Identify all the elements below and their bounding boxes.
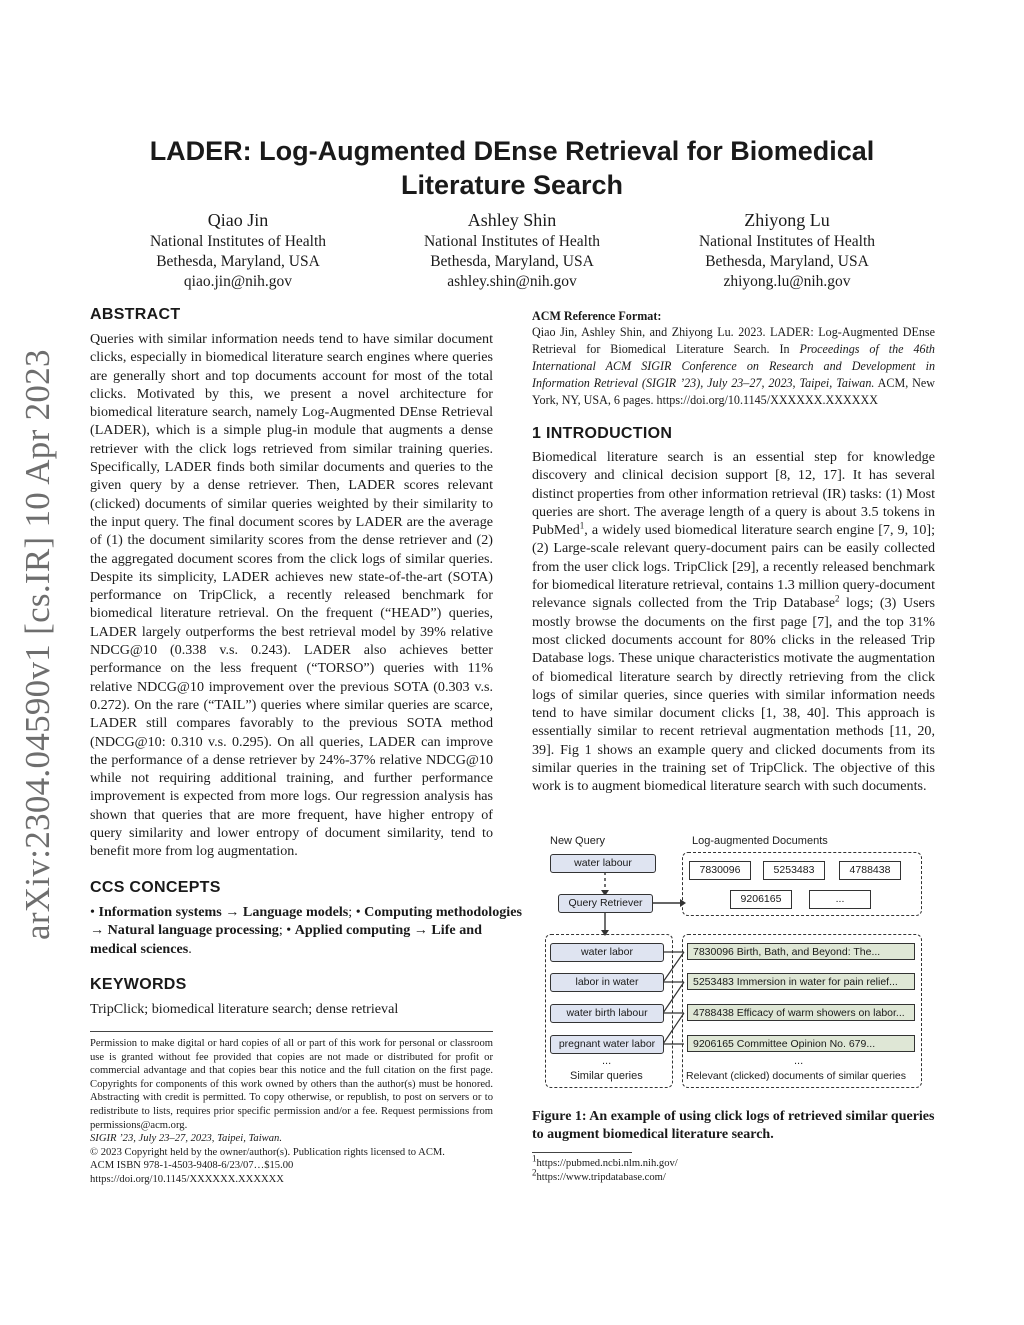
- acm-ref-body: [532, 324, 935, 409]
- author-block: [382, 208, 642, 292]
- ccs-heading: CCS CONCEPTS: [90, 879, 221, 896]
- intro-heading: 1 INTRODUCTION: [532, 425, 673, 442]
- intro-text: , a widely used biomedical literature search engine [7, 9, 10]; (2) Large-scale relevant query-document pairs can be easily collected from the user click logs. TripClick [29], a recently released benchmark for biomedical literature retrieval, contains 1.3 million query-document relevance signals collected from the Trip Database: [532, 522, 935, 612]
- author-affiliation: National Institutes of Health: [149, 233, 327, 250]
- author-name: Zhiyong Lu: [744, 210, 830, 230]
- relevant-doc-box: 5253483 Immersion in water for pain relief...: [687, 973, 915, 990]
- keywords-heading: KEYWORDS: [90, 976, 187, 993]
- footnote-url[interactable]: https://pubmed.ncbi.nlm.nih.gov/: [536, 1158, 678, 1169]
- log-doc-id: 7830096: [689, 861, 751, 880]
- acm-ref-heading: ACM Reference Format:: [532, 309, 662, 323]
- acm-ref-text: Qiao Jin, Ashley Shin, and Zhiyong Lu. 2023. LADER: Log-Augmented DEnse Retrieval for Biomedical Literature Search. In: [532, 325, 935, 356]
- log-doc-id: 9206165: [730, 890, 792, 909]
- author-location: Bethesda, Maryland, USA: [705, 253, 869, 270]
- author-block: [657, 208, 917, 292]
- similar-queries-ellipsis: ...: [602, 1055, 612, 1067]
- author-location: Bethesda, Maryland, USA: [430, 253, 594, 270]
- acm-ref-text: ACM, New York, NY, USA, 6 pages. https://doi.org/10.1145/XXXXXX.XXXXXX: [532, 376, 935, 407]
- venue-text: SIGIR ’23, July 23–27, 2023, Taipei, Taiwan.: [90, 1133, 282, 1145]
- footnotes: [532, 1153, 932, 1184]
- footnote-number: 2: [532, 1167, 537, 1178]
- abstract-heading: ABSTRACT: [90, 306, 181, 323]
- figure-caption: Figure 1: An example of using click logs of retrieved similar queries to augment biomedical literature search.: [532, 1109, 935, 1142]
- footnote-number: 1: [532, 1153, 537, 1164]
- log-docs-label: Log-augmented Documents: [692, 835, 828, 847]
- figure-1: [530, 830, 930, 1100]
- author-name: Qiao Jin: [207, 210, 269, 230]
- arxiv-id: arXiv:2304.04590v1 [cs.IR] 10 Apr 2023: [18, 349, 57, 940]
- relevant-doc-box: 4788438 Efficacy of warm showers on labor...: [687, 1004, 915, 1021]
- arxiv-stamp: [18, 349, 57, 940]
- copyright-text: © 2023 Copyright held by the owner/author(s). Publication rights licensed to ACM.: [90, 1146, 445, 1158]
- intro-body: [532, 448, 935, 796]
- intro-text: logs; (3) Users mostly browse the documents on the first page [7], and the top 31% most clicked documents account for 80% clicks in the released Trip Database logs. These unique characteristics motivate the augmentation of biomedical literature search by directly retrieving from the click logs of similar queries, since queries with similar information needs tend to have similar document clicks [1, 38, 40]. This approach is essentially similar to recent retrieval augmentation methods [11, 20, 39]. Fig 1 shows an example query and clicked documents from its similar queries in the training set of TripClick. The objective of this work is to augment biomedical literature search with such documents.: [532, 595, 935, 795]
- ccs-concept: Information systems → Language models: [98, 904, 349, 920]
- author-email: qiao.jin@nih.gov: [183, 273, 293, 290]
- isbn-text: ACM ISBN 978-1-4503-9408-6/23/07…$15.00: [90, 1160, 294, 1172]
- title-line-2: Literature Search: [400, 170, 624, 200]
- author-affiliation: National Institutes of Health: [423, 233, 601, 250]
- permission-text: Permission to make digital or hard copies of all or part of this work for personal or classroom use is granted without fee provided that copies are not made or distributed for profit or commercial advantage and that copies bear this notice and the full citation on the first page. Copyrights for components of this work owned by others than the author(s) must be honored. Abstracting with credit is permitted. To copy otherwise, or republish, to post on servers or to redistribute to lists, requires prior specific permission and/or a fee. Request permissions from permissions@acm.org.: [90, 1038, 493, 1131]
- log-doc-id: 5253483: [763, 861, 825, 880]
- similar-query-box: labor in water: [550, 973, 664, 992]
- similar-query-box: water birth labour: [550, 1004, 664, 1023]
- author-email: ashley.shin@nih.gov: [447, 273, 577, 290]
- log-doc-id: 4788438: [839, 861, 901, 880]
- author-block: [108, 208, 368, 292]
- log-doc-ellipsis: ...: [809, 890, 871, 909]
- footnote-mark: 1: [579, 520, 585, 531]
- intro-text: Biomedical literature search is an essential step for knowledge discovery and clinical decision support [8, 12, 17]. It has several distinct properties from other information retrieval (IR) tasks: (1) Most queries are short. The average length of a query is about 3.5 tokens in PubMed: [532, 449, 935, 539]
- footnote-rule: [532, 1152, 632, 1153]
- new-query-label: New Query: [550, 835, 606, 847]
- footer-rule: [90, 1031, 493, 1032]
- new-query-box: water labour: [550, 854, 656, 873]
- relevant-docs-ellipsis: ...: [794, 1055, 804, 1067]
- abstract-text: Queries with similar information needs tend to have similar document clicks, especially in biomedical literature search engines where queries are generally short and top documents account for most of the total clicks. Motivated by this, we present a novel architecture for biomedical literature search, namely Log-Augmented DEnse Retrieval (LADER), which is a simple plug-in module that augments a dense retriever with the click logs retrieved from similar training queries. Specifically, LADER finds both similar documents and queries to the given query by a dense retriever. Then, LADER scores relevant (clicked) documents of similar queries weighted by their similarity to the input query. The final document scores by LADER are the average of (1) the document similarity scores from the dense retriever and (2) the aggregated document scores from the click logs of similar queries. Despite its simplicity, LADER achieves new state-of-the-art (SOTA) performance on TripClick, a recently released benchmark for biomedical literature retrieval. On the frequent (“HEAD”) queries, LADER largely outperforms the best retrieval model by 39% relative NDCG@10 (0.338 v.s. 0.243). LADER also achieves better performance on the less frequent (“TORSO”) queries with 11% relative NDCG@10 improvement over the previous SOTA (0.303 v.s. 0.272). On the rare (“TAIL”) queries where similar queries are scarce, LADER still compares favorably to the previous SOTA method (NDCG@10: 0.310 v.s. 0.295). On all queries, LADER can improve the performance of a dense retriever by 24%-37% relative NDCG@10 while not requiring additional training, and further performance improvement is expected from more logs. Our regression analysis has shown that queries that are more frequent, have higher entropy of query similarity and lower entropy of document similarity, tend to benefit more from log augmentation.: [90, 331, 493, 860]
- abstract-body: [90, 330, 493, 861]
- relevant-doc-box: 9206165 Committee Opinion No. 679...: [687, 1035, 915, 1052]
- acm-ref-venue: Proceedings of the 46th International ACM SIGIR Conference on Research and Development in Information Retrieval (SIGIR ’23), July 23–27, 2023, Taipei, Taiwan.: [532, 342, 935, 390]
- doi-link[interactable]: https://doi.org/10.1145/XXXXXX.XXXXXX: [90, 1173, 284, 1185]
- similar-queries-label: Similar queries: [570, 1070, 643, 1082]
- query-retriever-box: Query Retriever: [558, 894, 653, 913]
- similar-query-box: pregnant water labor: [550, 1035, 664, 1054]
- paper-title: [110, 134, 914, 202]
- similar-query-box: water labor: [550, 943, 664, 962]
- relevant-docs-label: Relevant (clicked) documents of similar queries: [686, 1070, 907, 1082]
- author-email: zhiyong.lu@nih.gov: [723, 273, 851, 290]
- relevant-doc-box: 7830096 Birth, Bath, and Beyond: The...: [687, 943, 915, 960]
- footnote-url[interactable]: https://www.tripdatabase.com/: [536, 1171, 666, 1183]
- ccs-concept: Applied computing → Life and medical sciences: [90, 922, 482, 957]
- ccs-body: • Information systems → Language models; • Computing methodologies → Natural language processing; • Applied computing → Life and medical sciences.: [90, 904, 522, 957]
- ccs-concept: Computing methodologies → Natural language processing: [90, 904, 522, 939]
- footnote-mark: 2: [834, 593, 840, 604]
- title-line-1: LADER: Log-Augmented DEnse Retrieval for Biomedical: [149, 136, 875, 166]
- author-affiliation: National Institutes of Health: [698, 233, 876, 250]
- author-location: Bethesda, Maryland, USA: [156, 253, 320, 270]
- author-name: Ashley Shin: [467, 210, 557, 230]
- keywords-text: TripClick; biomedical literature search; dense retrieval: [90, 1001, 399, 1017]
- permission-block: [90, 1037, 493, 1187]
